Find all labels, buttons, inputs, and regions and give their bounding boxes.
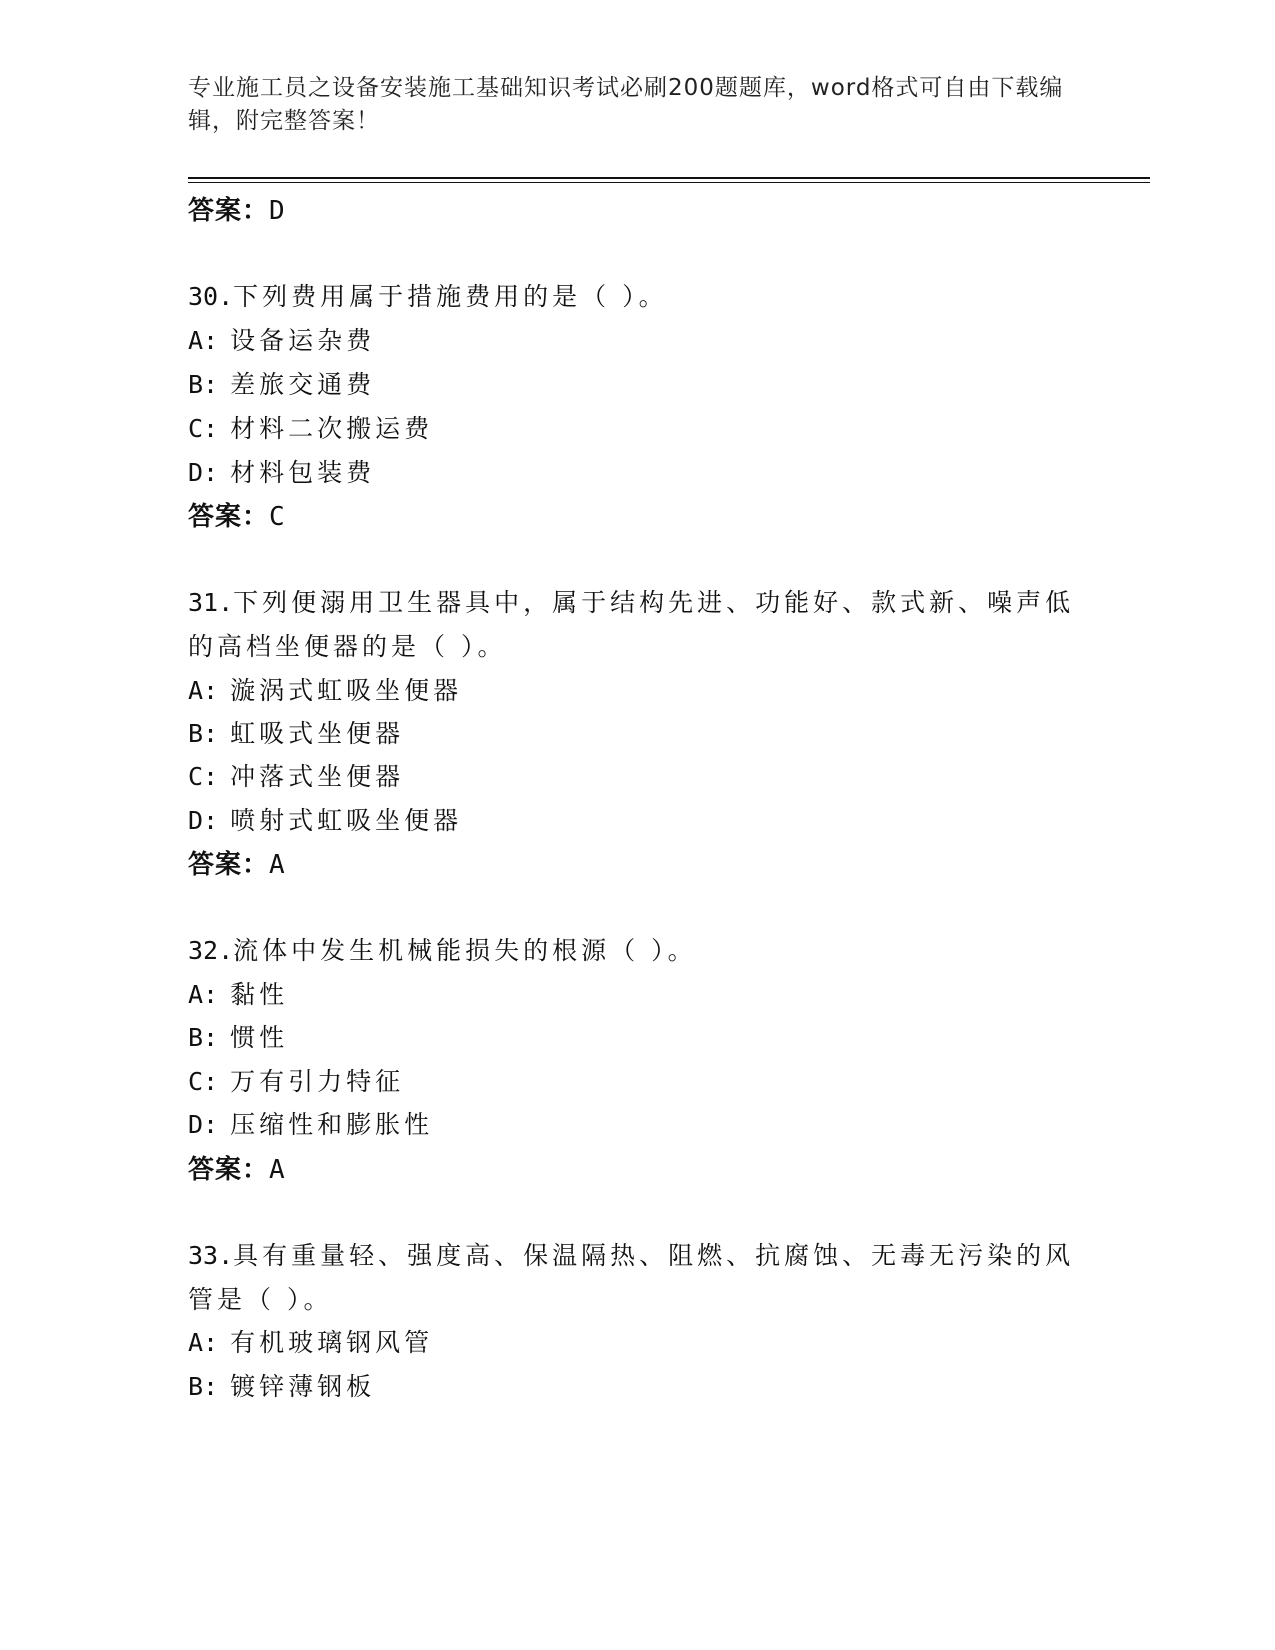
option-key: C:: [188, 414, 219, 443]
option-key: B:: [188, 719, 219, 748]
answer-value: D: [269, 196, 286, 226]
question-30: [188, 277, 668, 313]
option-key: B:: [188, 1372, 219, 1401]
option-30-c: [188, 409, 433, 445]
answer-label: 答案：: [188, 1155, 270, 1185]
option-text: 虹吸式坐便器: [230, 719, 405, 748]
option-text: 材料二次搬运费: [230, 414, 434, 443]
option-32-a: [188, 975, 288, 1011]
answer-label: 答案：: [188, 502, 270, 532]
question-number: 30.: [188, 282, 234, 311]
question-31: [188, 583, 1074, 619]
question-text: 下列费用属于措施费用的是（ ）。: [233, 282, 668, 311]
option-text: 有机玻璃钢风管: [230, 1328, 434, 1357]
option-key: D:: [188, 1110, 219, 1139]
question-number: 31.: [188, 588, 234, 617]
option-text: 黏性: [230, 980, 289, 1009]
answer-30: [188, 496, 286, 533]
question-number: 33.: [188, 1241, 234, 1270]
option-key: C:: [188, 762, 219, 791]
option-33-a: [188, 1323, 433, 1359]
question-31-continued: [188, 627, 506, 663]
answer-value: C: [269, 502, 286, 532]
question-33-continued: [188, 1280, 332, 1316]
option-text: 惯性: [230, 1023, 289, 1052]
option-30-b: [188, 365, 375, 401]
option-key: D:: [188, 806, 219, 835]
option-key: C:: [188, 1067, 219, 1096]
option-key: B:: [188, 1023, 219, 1052]
header-text: 专业施工员之设备安装施工基础知识考试必刷200题题库，word格式可自由下载编辑，附完整答案！: [188, 75, 1064, 134]
option-key: A:: [188, 326, 219, 355]
question-text: 管是（ ）。: [188, 1285, 333, 1314]
answer-29: [188, 190, 286, 227]
option-text: 万有引力特征: [230, 1067, 405, 1096]
question-33: [188, 1236, 1074, 1272]
answer-32: [188, 1149, 286, 1186]
option-key: A:: [188, 1328, 219, 1357]
option-33-b: [188, 1367, 375, 1403]
question-32: [188, 931, 697, 967]
header-rule-thin: [188, 182, 1150, 183]
option-text: 压缩性和膨胀性: [230, 1110, 434, 1139]
option-31-a: [188, 671, 462, 707]
option-30-a: [188, 321, 375, 357]
option-text: 镀锌薄钢板: [230, 1372, 376, 1401]
option-31-d: [188, 801, 462, 837]
option-32-b: [188, 1018, 288, 1054]
option-30-d: [188, 453, 375, 489]
option-text: 漩涡式虹吸坐便器: [230, 676, 463, 705]
option-31-b: [188, 714, 404, 750]
answer-31: [188, 844, 286, 881]
question-number: 32.: [188, 936, 234, 965]
option-text: 喷射式虹吸坐便器: [230, 806, 463, 835]
option-32-d: [188, 1105, 433, 1141]
header-rule-thick: [188, 177, 1150, 179]
answer-value: A: [269, 850, 286, 880]
answer-value: A: [269, 1155, 286, 1185]
answer-label: 答案：: [188, 196, 270, 226]
question-text: 具有重量轻、强度高、保温隔热、阻燃、抗腐蚀、无毒无污染的风: [233, 1241, 1075, 1270]
question-text: 的高档坐便器的是（ ）。: [188, 632, 507, 661]
option-text: 差旅交通费: [230, 370, 376, 399]
option-31-c: [188, 757, 404, 793]
question-text: 下列便溺用卫生器具中，属于结构先进、功能好、款式新、噪声低: [233, 588, 1075, 617]
option-text: 设备运杂费: [230, 326, 376, 355]
option-key: D:: [188, 458, 219, 487]
option-text: 材料包装费: [230, 458, 376, 487]
answer-label: 答案：: [188, 850, 270, 880]
option-key: A:: [188, 676, 219, 705]
document-header: [188, 72, 1088, 138]
question-text: 流体中发生机械能损失的根源（ ）。: [233, 936, 697, 965]
option-key: B:: [188, 370, 219, 399]
option-key: A:: [188, 980, 219, 1009]
option-text: 冲落式坐便器: [230, 762, 405, 791]
option-32-c: [188, 1062, 404, 1098]
